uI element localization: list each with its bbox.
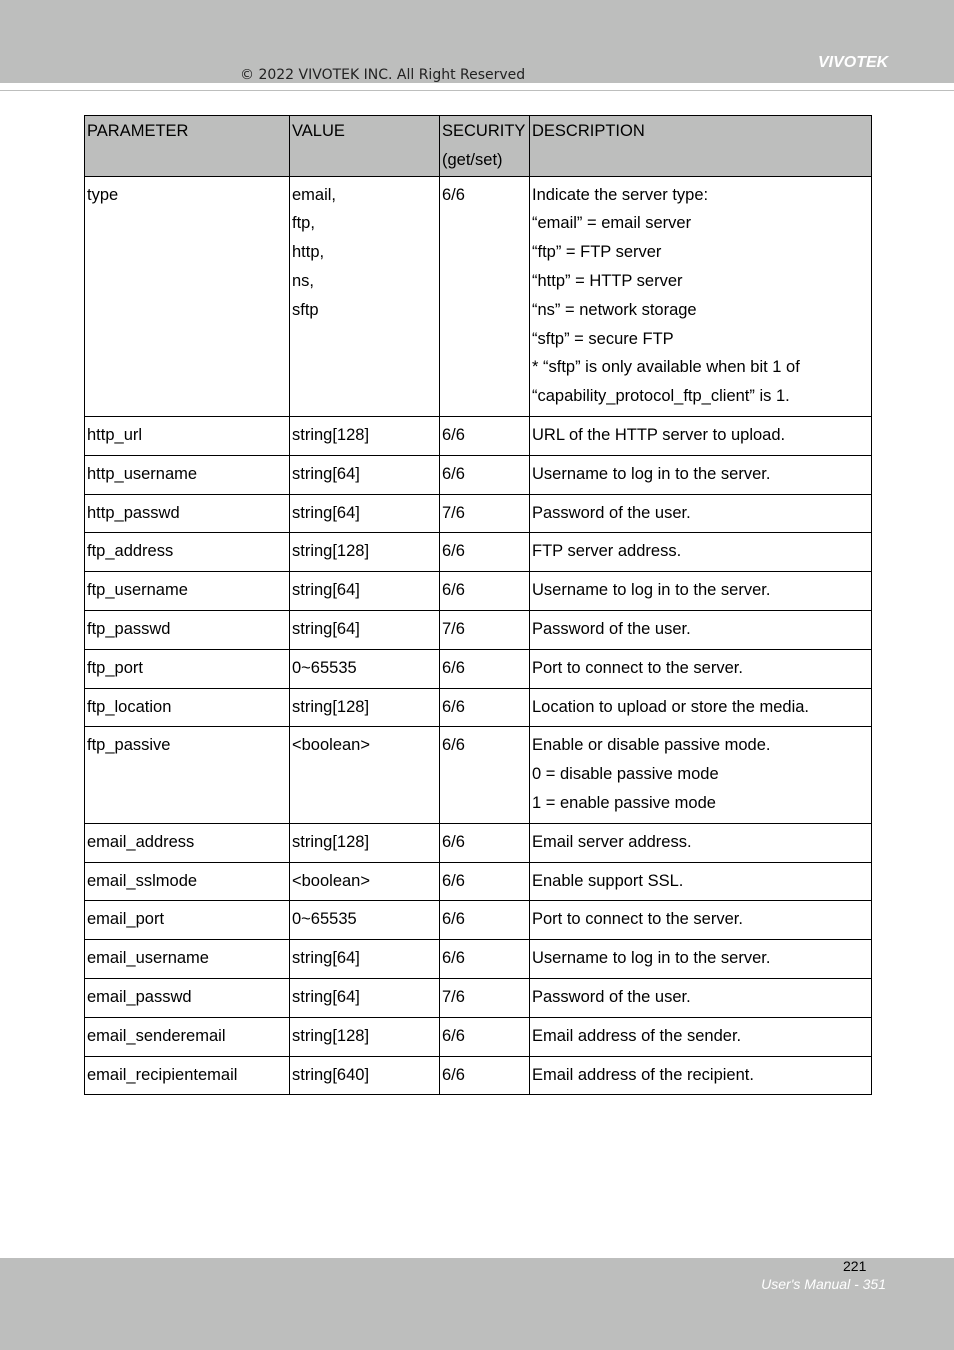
cell-description: Username to log in to the server. xyxy=(530,455,872,494)
cell-value: string[64] xyxy=(290,572,440,611)
cell-description: Password of the user. xyxy=(530,978,872,1017)
cell-value: 0~65535 xyxy=(290,901,440,940)
table-row xyxy=(85,416,872,455)
cell-description-line: “ftp” = FTP server xyxy=(532,243,662,262)
cell-parameter: email_port xyxy=(85,901,290,940)
cell-security: 6/6 xyxy=(440,572,530,611)
cell-description: Password of the user. xyxy=(530,494,872,533)
table-row xyxy=(85,978,872,1017)
cell-security: 6/6 xyxy=(440,901,530,940)
cell-value: string[64] xyxy=(290,978,440,1017)
table-header-row xyxy=(85,116,872,177)
cell-description: Email address of the sender. xyxy=(530,1017,872,1056)
table-row xyxy=(85,494,872,533)
copyright-notice: © 2022 VIVOTEK INC. All Right Reserved xyxy=(240,67,526,83)
header-divider xyxy=(0,90,954,91)
header-value: VALUE xyxy=(290,116,440,177)
cell-value: string[128] xyxy=(290,533,440,572)
cell-security: 6/6 xyxy=(440,533,530,572)
cell-description: Port to connect to the server. xyxy=(530,901,872,940)
cell-security: 7/6 xyxy=(440,978,530,1017)
table-row xyxy=(85,940,872,979)
cell-description xyxy=(530,176,872,416)
cell-security: 6/6 xyxy=(440,688,530,727)
cell-value: string[128] xyxy=(290,416,440,455)
cell-parameter: email_username xyxy=(85,940,290,979)
cell-description: Email address of the recipient. xyxy=(530,1056,872,1095)
cell-value-line: ftp, xyxy=(292,214,315,233)
cell-parameter: http_url xyxy=(85,416,290,455)
cell-parameter: ftp_port xyxy=(85,649,290,688)
cell-parameter: ftp_location xyxy=(85,688,290,727)
table-row xyxy=(85,688,872,727)
cell-description: URL of the HTTP server to upload. xyxy=(530,416,872,455)
cell-description-line: 0 = disable passive mode xyxy=(532,765,719,784)
table-row xyxy=(85,1017,872,1056)
cell-parameter: ftp_username xyxy=(85,572,290,611)
parameter-table xyxy=(84,115,872,1095)
cell-description-line: Enable or disable passive mode. xyxy=(532,736,771,755)
cell-description-line: “capability_protocol_ftp_client” is 1. xyxy=(532,387,790,406)
cell-description-line: 1 = enable passive mode xyxy=(532,793,716,812)
cell-description-line: Indicate the server type: xyxy=(532,185,709,204)
cell-value-line: email, xyxy=(292,185,337,204)
header-parameter: PARAMETER xyxy=(85,116,290,177)
cell-security: 6/6 xyxy=(440,176,530,416)
cell-security: 6/6 xyxy=(440,1017,530,1056)
cell-parameter: ftp_passive xyxy=(85,727,290,823)
table-row xyxy=(85,455,872,494)
cell-security: 6/6 xyxy=(440,823,530,862)
cell-parameter: email_senderemail xyxy=(85,1017,290,1056)
table-row xyxy=(85,862,872,901)
cell-parameter: email_passwd xyxy=(85,978,290,1017)
cell-value-line: ns, xyxy=(292,271,315,290)
page-footer xyxy=(0,1258,954,1350)
cell-security: 7/6 xyxy=(440,494,530,533)
cell-description: FTP server address. xyxy=(530,533,872,572)
cell-description: Password of the user. xyxy=(530,610,872,649)
cell-security: 6/6 xyxy=(440,416,530,455)
cell-security: 6/6 xyxy=(440,455,530,494)
cell-parameter: email_sslmode xyxy=(85,862,290,901)
cell-security: 6/6 xyxy=(440,940,530,979)
table-row xyxy=(85,649,872,688)
cell-description: Username to log in to the server. xyxy=(530,940,872,979)
cell-value: string[64] xyxy=(290,494,440,533)
cell-value: string[64] xyxy=(290,610,440,649)
cell-value: string[64] xyxy=(290,455,440,494)
cell-value: 0~65535 xyxy=(290,649,440,688)
cell-description-line: “ns” = network storage xyxy=(532,300,697,319)
cell-security: 7/6 xyxy=(440,610,530,649)
cell-security: 6/6 xyxy=(440,1056,530,1095)
table-row xyxy=(85,901,872,940)
cell-value: <boolean> xyxy=(290,727,440,823)
table-row xyxy=(85,1056,872,1095)
cell-value: string[128] xyxy=(290,688,440,727)
cell-description-line: * “sftp” is only available when bit 1 of xyxy=(532,358,800,377)
cell-description-line: “sftp” = secure FTP xyxy=(532,329,674,348)
cell-parameter: email_recipientemail xyxy=(85,1056,290,1095)
table-row xyxy=(85,572,872,611)
cell-value: string[64] xyxy=(290,940,440,979)
cell-value: string[640] xyxy=(290,1056,440,1095)
cell-description: Port to connect to the server. xyxy=(530,649,872,688)
cell-description-line: “http” = HTTP server xyxy=(532,271,683,290)
cell-description-line: “email” = email server xyxy=(532,214,692,233)
cell-security: 6/6 xyxy=(440,862,530,901)
cell-parameter: ftp_passwd xyxy=(85,610,290,649)
cell-parameter: ftp_address xyxy=(85,533,290,572)
cell-value: string[128] xyxy=(290,1017,440,1056)
cell-description: Email server address. xyxy=(530,823,872,862)
table-row xyxy=(85,823,872,862)
header-security-line: SECURITY xyxy=(442,122,526,140)
page-number: 221 xyxy=(843,1258,867,1274)
table-row xyxy=(85,610,872,649)
cell-value xyxy=(290,176,440,416)
cell-value-line: sftp xyxy=(292,300,319,319)
cell-security: 6/6 xyxy=(440,649,530,688)
cell-security: 6/6 xyxy=(440,727,530,823)
brand-logo-text: VIVOTEK xyxy=(818,54,889,71)
cell-value: string[128] xyxy=(290,823,440,862)
table-row xyxy=(85,533,872,572)
header-description: DESCRIPTION xyxy=(530,116,872,177)
cell-parameter: type xyxy=(85,176,290,416)
cell-parameter: http_username xyxy=(85,455,290,494)
header-security-line: (get/set) xyxy=(442,150,503,169)
cell-description xyxy=(530,727,872,823)
cell-parameter: http_passwd xyxy=(85,494,290,533)
cell-description: Username to log in to the server. xyxy=(530,572,872,611)
table-row xyxy=(85,176,872,416)
header-security xyxy=(440,116,530,177)
cell-parameter: email_address xyxy=(85,823,290,862)
manual-page-label: User's Manual - 351 xyxy=(761,1276,886,1292)
cell-value: <boolean> xyxy=(290,862,440,901)
table-row xyxy=(85,727,872,823)
cell-description: Enable support SSL. xyxy=(530,862,872,901)
cell-value-line: http, xyxy=(292,243,325,262)
cell-description: Location to upload or store the media. xyxy=(530,688,872,727)
